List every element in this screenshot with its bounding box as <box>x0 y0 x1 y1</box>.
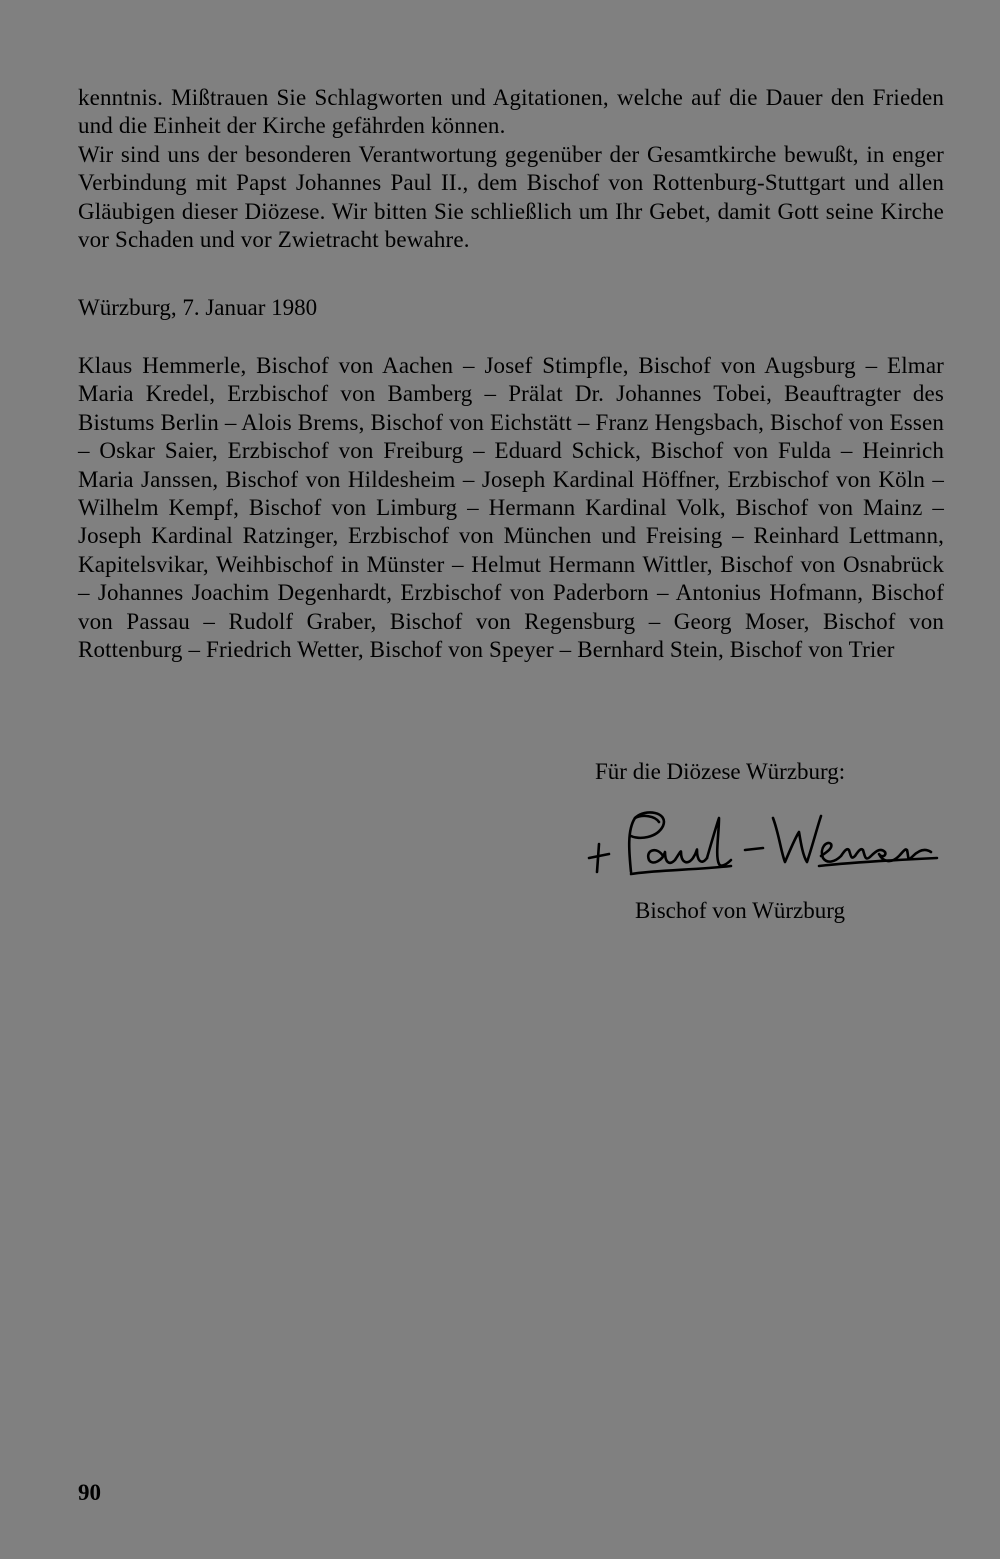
intro-paragraph-1: kenntnis. Mißtrauen Sie Schlagworten und Agitationen, welche auf die Dauer den Frieden und die Einheit der Kirche gefährden können. <box>78 85 944 139</box>
signatories-paragraph: Klaus Hemmerle, Bischof von Aachen – Josef Stimpfle, Bischof von Augsburg – Elmar Maria Kredel, Erzbischof von Bamberg – Prälat Dr. Johannes Tobei, Beauftragter des Bistums Berlin – Alois Brems, Bischof von Eichstätt – Franz Hengsbach, Bischof von Essen – Oskar Saier, Erzbischof von Freiburg – Eduard Schick, Bischof von Fulda – Heinrich Maria Janssen, Bischof von Hildesheim – Joseph Kardinal Höffner, Erzbischof von Köln – Wilhelm Kempf, Bischof von Limburg – Hermann Kardinal Volk, Bischof von Mainz – Joseph Kardinal Ratzinger, Erzbischof von München und Freising – Reinhard Lettmann, Kapitelsvikar, Weihbischof in Münster – Helmut Hermann Wittler, Bischof von Osnabrück – Johannes Joachim Degenhardt, Erzbischof von Paderborn – Antonius Hofmann, Bischof von Passau – Rudolf Graber, Bischof von Regensburg – Georg Moser, Bischof von Rottenburg – Friedrich Wetter, Bischof von Speyer – Bernhard Stein, Bischof von Trier <box>78 353 944 663</box>
signatories-list <box>78 352 944 664</box>
page-number: 90 <box>78 1480 101 1505</box>
intro-text <box>78 84 944 254</box>
closing-title: Bischof von Würzburg <box>635 898 845 923</box>
intro-paragraph-2: Wir sind uns der besonderen Verantwortung gegenüber der Gesamtkirche bewußt, in enger Verbindung mit Papst Johannes Paul II., dem Bischof von Rottenburg-Stuttgart und allen Gläubigen dieser Diözese. Wir bitten Sie schließlich um Ihr Gebet, damit Gott seine Kirche vor Schaden und vor Zwietracht bewahre. <box>78 141 944 253</box>
closing-label: Für die Diözese Würzburg: <box>595 759 846 784</box>
signature-mark <box>585 804 945 888</box>
date-line: Würzburg, 7. Januar 1980 <box>78 295 318 320</box>
